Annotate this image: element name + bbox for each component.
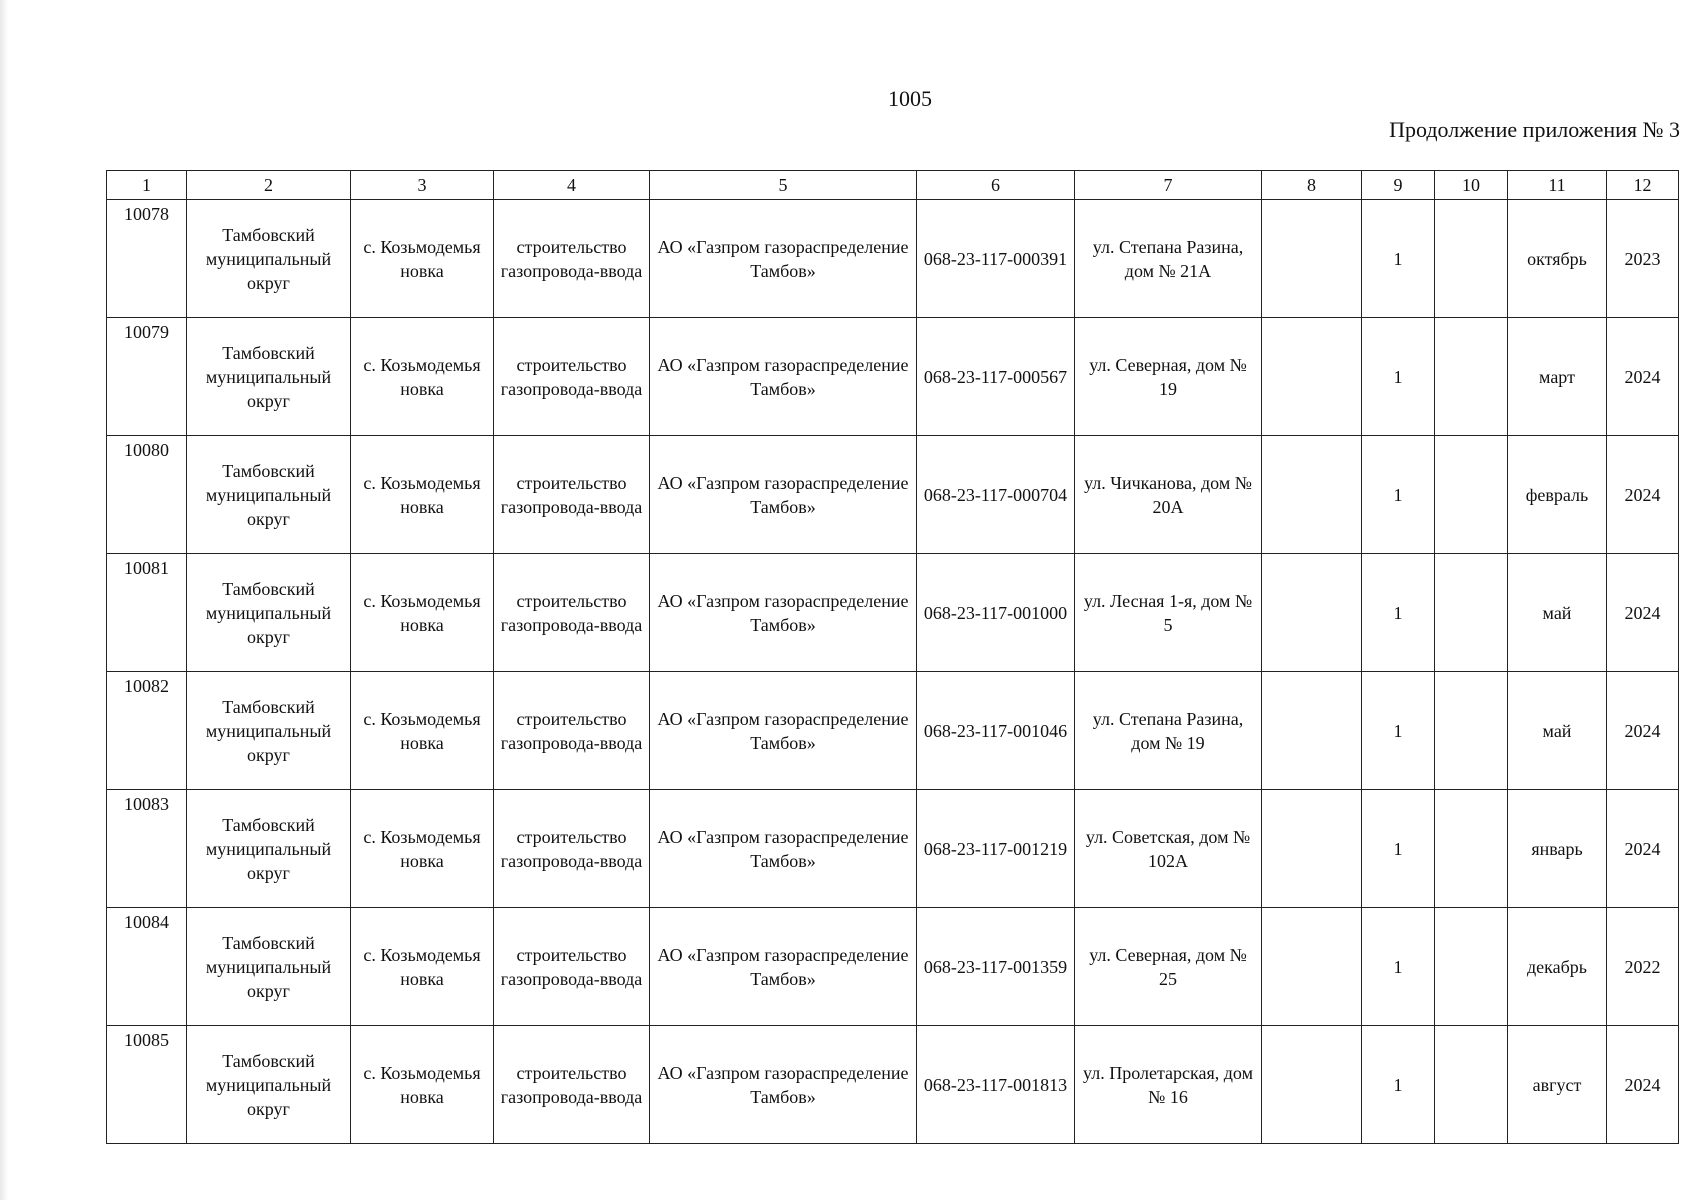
municipality-cell: Тамбовский муниципальный округ xyxy=(187,318,351,436)
page-number: 1005 xyxy=(888,86,932,111)
column-header-1: 1 xyxy=(107,171,187,200)
quantity-cell: 1 xyxy=(1362,436,1435,554)
appendix-continuation-note: Продолжение приложения № 3 xyxy=(1389,117,1680,142)
table-row xyxy=(107,554,1679,672)
table-row xyxy=(107,200,1679,318)
month-cell: декабрь xyxy=(1508,908,1607,1026)
column-header-3: 3 xyxy=(351,171,494,200)
quantity-cell: 1 xyxy=(1362,318,1435,436)
column-header-7: 7 xyxy=(1075,171,1262,200)
organization-cell: АО «Газпром газораспределение Тамбов» xyxy=(650,318,917,436)
organization-cell: АО «Газпром газораспределение Тамбов» xyxy=(650,672,917,790)
column-10-cell xyxy=(1435,908,1508,1026)
row-number: 10078 xyxy=(107,200,187,318)
column-8-cell xyxy=(1262,790,1362,908)
year-cell: 2022 xyxy=(1607,908,1679,1026)
settlement-cell: с. Козьмодемья новка xyxy=(351,672,494,790)
year-cell: 2024 xyxy=(1607,318,1679,436)
table-body xyxy=(107,200,1679,1144)
year-cell: 2024 xyxy=(1607,790,1679,908)
table-row xyxy=(107,1026,1679,1144)
work-type-cell: строительство газопровода-ввода xyxy=(494,790,650,908)
table-header xyxy=(107,171,1679,200)
year-cell: 2024 xyxy=(1607,672,1679,790)
quantity-cell: 1 xyxy=(1362,554,1435,672)
column-header-10: 10 xyxy=(1435,171,1508,200)
column-8-cell xyxy=(1262,318,1362,436)
month-cell: октябрь xyxy=(1508,200,1607,318)
code-cell: 068-23-117-000567 xyxy=(917,318,1075,436)
code-cell: 068-23-117-000391 xyxy=(917,200,1075,318)
column-10-cell xyxy=(1435,436,1508,554)
column-10-cell xyxy=(1435,200,1508,318)
column-10-cell xyxy=(1435,318,1508,436)
column-10-cell xyxy=(1435,672,1508,790)
quantity-cell: 1 xyxy=(1362,790,1435,908)
column-header-11: 11 xyxy=(1508,171,1607,200)
municipality-cell: Тамбовский муниципальный округ xyxy=(187,790,351,908)
work-type-cell: строительство газопровода-ввода xyxy=(494,200,650,318)
organization-cell: АО «Газпром газораспределение Тамбов» xyxy=(650,436,917,554)
quantity-cell: 1 xyxy=(1362,908,1435,1026)
code-cell: 068-23-117-001359 xyxy=(917,908,1075,1026)
registry-table xyxy=(106,170,1679,1144)
table-row xyxy=(107,318,1679,436)
code-cell: 068-23-117-000704 xyxy=(917,436,1075,554)
month-cell: февраль xyxy=(1508,436,1607,554)
quantity-cell: 1 xyxy=(1362,672,1435,790)
column-header-6: 6 xyxy=(917,171,1075,200)
settlement-cell: с. Козьмодемья новка xyxy=(351,436,494,554)
column-10-cell xyxy=(1435,1026,1508,1144)
municipality-cell: Тамбовский муниципальный округ xyxy=(187,908,351,1026)
month-cell: май xyxy=(1508,554,1607,672)
column-header-9: 9 xyxy=(1362,171,1435,200)
municipality-cell: Тамбовский муниципальный округ xyxy=(187,200,351,318)
row-number: 10080 xyxy=(107,436,187,554)
row-number: 10085 xyxy=(107,1026,187,1144)
address-cell: ул. Северная, дом № 19 xyxy=(1075,318,1262,436)
code-cell: 068-23-117-001000 xyxy=(917,554,1075,672)
organization-cell: АО «Газпром газораспределение Тамбов» xyxy=(650,554,917,672)
code-cell: 068-23-117-001046 xyxy=(917,672,1075,790)
municipality-cell: Тамбовский муниципальный округ xyxy=(187,672,351,790)
code-cell: 068-23-117-001219 xyxy=(917,790,1075,908)
work-type-cell: строительство газопровода-ввода xyxy=(494,1026,650,1144)
code-cell: 068-23-117-001813 xyxy=(917,1026,1075,1144)
column-10-cell xyxy=(1435,790,1508,908)
column-8-cell xyxy=(1262,436,1362,554)
row-number: 10083 xyxy=(107,790,187,908)
quantity-cell: 1 xyxy=(1362,1026,1435,1144)
address-cell: ул. Лесная 1-я, дом № 5 xyxy=(1075,554,1262,672)
settlement-cell: с. Козьмодемья новка xyxy=(351,908,494,1026)
scan-edge-shadow xyxy=(0,0,8,1200)
address-cell: ул. Северная, дом № 25 xyxy=(1075,908,1262,1026)
address-cell: ул. Пролетарская, дом № 16 xyxy=(1075,1026,1262,1144)
table-row xyxy=(107,790,1679,908)
row-number: 10079 xyxy=(107,318,187,436)
row-number: 10081 xyxy=(107,554,187,672)
column-header-5: 5 xyxy=(650,171,917,200)
year-cell: 2024 xyxy=(1607,1026,1679,1144)
work-type-cell: строительство газопровода-ввода xyxy=(494,318,650,436)
month-cell: май xyxy=(1508,672,1607,790)
organization-cell: АО «Газпром газораспределение Тамбов» xyxy=(650,790,917,908)
organization-cell: АО «Газпром газораспределение Тамбов» xyxy=(650,1026,917,1144)
address-cell: ул. Советская, дом № 102А xyxy=(1075,790,1262,908)
column-8-cell xyxy=(1262,908,1362,1026)
column-10-cell xyxy=(1435,554,1508,672)
work-type-cell: строительство газопровода-ввода xyxy=(494,436,650,554)
column-header-4: 4 xyxy=(494,171,650,200)
header-row xyxy=(107,171,1679,200)
month-cell: март xyxy=(1508,318,1607,436)
column-header-12: 12 xyxy=(1607,171,1679,200)
settlement-cell: с. Козьмодемья новка xyxy=(351,200,494,318)
row-number: 10082 xyxy=(107,672,187,790)
settlement-cell: с. Козьмодемья новка xyxy=(351,790,494,908)
settlement-cell: с. Козьмодемья новка xyxy=(351,554,494,672)
year-cell: 2024 xyxy=(1607,436,1679,554)
row-number: 10084 xyxy=(107,908,187,1026)
month-cell: январь xyxy=(1508,790,1607,908)
municipality-cell: Тамбовский муниципальный округ xyxy=(187,1026,351,1144)
year-cell: 2023 xyxy=(1607,200,1679,318)
table-row xyxy=(107,436,1679,554)
municipality-cell: Тамбовский муниципальный округ xyxy=(187,436,351,554)
address-cell: ул. Степана Разина, дом № 19 xyxy=(1075,672,1262,790)
table-row xyxy=(107,908,1679,1026)
table-row xyxy=(107,672,1679,790)
column-8-cell xyxy=(1262,200,1362,318)
column-header-8: 8 xyxy=(1262,171,1362,200)
work-type-cell: строительство газопровода-ввода xyxy=(494,672,650,790)
column-header-2: 2 xyxy=(187,171,351,200)
column-8-cell xyxy=(1262,672,1362,790)
settlement-cell: с. Козьмодемья новка xyxy=(351,318,494,436)
year-cell: 2024 xyxy=(1607,554,1679,672)
column-8-cell xyxy=(1262,1026,1362,1144)
organization-cell: АО «Газпром газораспределение Тамбов» xyxy=(650,908,917,1026)
work-type-cell: строительство газопровода-ввода xyxy=(494,908,650,1026)
municipality-cell: Тамбовский муниципальный округ xyxy=(187,554,351,672)
column-8-cell xyxy=(1262,554,1362,672)
address-cell: ул. Чичканова, дом № 20А xyxy=(1075,436,1262,554)
settlement-cell: с. Козьмодемья новка xyxy=(351,1026,494,1144)
organization-cell: АО «Газпром газораспределение Тамбов» xyxy=(650,200,917,318)
work-type-cell: строительство газопровода-ввода xyxy=(494,554,650,672)
month-cell: август xyxy=(1508,1026,1607,1144)
address-cell: ул. Степана Разина, дом № 21А xyxy=(1075,200,1262,318)
quantity-cell: 1 xyxy=(1362,200,1435,318)
